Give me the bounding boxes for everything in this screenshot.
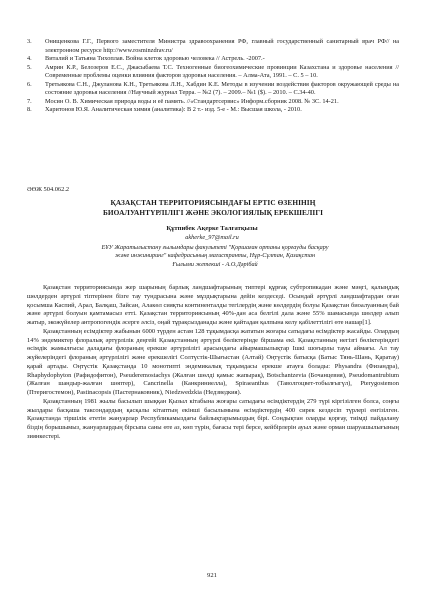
article-title: [48, 198, 378, 218]
reference-item: [27, 98, 399, 107]
reference-list: [27, 38, 399, 115]
author-name: Құтпибек Ақерке Талғатқызы: [166, 225, 258, 232]
reference-text: Виталий и Татьяна Тихоплав. Война клеток здоровью человека // Астрель. -2007.-: [45, 55, 265, 62]
body-paragraph: Қазақстанның 1981 жылы басылып шыққан Қызыл кітабына жоғары сатыдағы өсімдіктердің 279 түрі кіргізілген болса, соңғы жылдары басқаша таксондардың қасқалы кітаптың екінші басылымына өсімдіктердің 400 сирек кездесіп түрлері енгізілген. Қазақстанда тіршілік ететін жануарлар Республикамыздағы байлықтарымыздың бірі. Сондықтан оларды қорғау, тиімді пайдалану біздің борышымыз, жануарлардың бірсыпа саны өте аз, көп түрін, бағасы тері берсе, кейбірлерін ауыл және орман шаруашылығының зиянкестері.: [27, 397, 399, 440]
article-body: [27, 284, 399, 442]
reference-number: 8.: [27, 106, 32, 113]
reference-text: Третьякова С.Н., Джуланова К.Н., Третьякова Л.Н., Хабдин К.Е. Методы в изучении воздействия факторов окружающей среды на состояние здоровья населения //Научный журнал Терра. – №2 (7). – 2009.– №1 ($). – 2010. – С.34-40.: [45, 80, 399, 96]
reference-text: Амрин К.Р., Белозеров Е.С., Джасыбаева Т.С. Техногенные биогеохимические провинции Казахстана и здоровье населения // Современные проблемы оценки влияния факторов здоровья населения. – Алма-Ата, 1991. – С. 5 – 10.: [45, 63, 399, 79]
affiliation-line: Ғылыми жетекші - А.О.Дәрібай: [172, 260, 258, 268]
reference-number: 7.: [27, 97, 32, 105]
body-paragraph: Қазақстан территориясында жер шарының барлық ландшафтарының типтері құрғақ субтропикадан және мәңгі, қалыңдық шөлдерден әртүрлі тіптерінен бізге тау тундрасына және мұздықтарына дейін кездеседі. Осындай әртүрлі ландшафтардан оған қосымша Каспий, Арал, Балқаш, Зайсан, Алакөл сияқты континенталды тегілердің және көлдердің болуы Қазақстан биоалуанның бай және әртүрлі болуын қамтамасыз етті. Қазақстан территориясының 40%-дан аса белгілі дала және 55% шамасында шөлдер алып жатыр, экожүйелер антропогендік әсерге әлсіз, оңай тұрақсызданады және қайтадан қалпына келу қабілеттілігі өте нашар[1].: [27, 284, 399, 326]
affiliation-line: және инжиниринг" кафедрасының магистранты, Нұр-Сұлтан, Қазақстан: [114, 252, 316, 260]
reference-text: Мосин О. В. Химическая природа воды и её память. //«Стандартсервис» Информ.сборник 2008. № 3С. 14-21.: [45, 97, 339, 105]
reference-number: 3.: [27, 38, 32, 45]
author-email: akherke_97@mail.ru: [185, 234, 239, 241]
reference-item: [27, 55, 399, 64]
body-paragraph: Қазақстанның есімдіктер жабынын 6000 түрден астам 128 тұқымдасқа жататын жоғары сатыдағы өсімдіктер жасайды. Олардың 14% эндемиктер флоралық әртүрлілік деңгейі Қазақстанның әртүрлі бөліктерінде біршама екі. Қазақстанның негізгі бөліктеріндегі өсімдік жамылғысы даладағы флораның ерекше әртүрлілігі арасындағы айырмашылықтар Ішкі шоғырлы тауы аймағы. Ал тау жүйелеріндегі флораның әртүрлілігі және ерекшелігі Солтүстік-Шығыстан (Алтай) Оңтүстік батысқа (Батыс Тянь-Шань, Қаратау) қарай артады. Оңтүстік Қазақстанда 10 монотипті эндемикалық тұқымдасы ерекше атауға болады: Physandra (Физандра), Rhaphydophyton (Рафидофитон), Pseuderemostachys (Жалған шөлді қамыс жапырақ), Botschantzevia (Бочанцевия), Pseudomantrubium (Жалған шандыр-жалған шөптер), Cancrinella (Канкриниелла), Spiraeanthus (Таволгоцвет-тобылғыгүл), Pterygostemon (Птеригостемон), Pastinacopsis (Пастернаковник), Niedzwedzkia (Недзведкия).: [27, 327, 399, 396]
page-number: 921: [207, 572, 217, 579]
reference-number: 4.: [27, 55, 32, 62]
udc-code: ӘӨЖ 504.062.2: [27, 186, 70, 193]
reference-item: [27, 81, 399, 98]
title-line: ҚАЗАҚСТАН ТЕРРИТОРИЯСЫНДАҒЫ ЕРТІС ӨЗЕНІНІҢ: [110, 198, 316, 207]
reference-item: [27, 106, 399, 115]
reference-text: Онищенкова Г.Г., Первого заместителя Министра здравоохранения РФ, главный государственный санитарный врач РФ// на электронном ресурсе http://www.rosminzdrav.ru/: [45, 38, 399, 54]
affiliation-line: ЕҰУ Жаратылыстану ғылымдары факультеті "Қоршаған ортаны қорғауды басқару: [101, 244, 329, 251]
reference-text: Харитонов Ю.Я. Аналитическая химия (аналитика): В 2 т.- изд. 5-е - М.: Высшая школа, - 2010.: [45, 106, 302, 113]
reference-item: [27, 38, 399, 55]
reference-item: [27, 64, 399, 81]
reference-number: 5.: [27, 63, 32, 71]
author-affiliation: [40, 244, 390, 269]
reference-number: 6.: [27, 80, 32, 88]
title-line: БИОАЛУАНТҮРЛІЛІГІ ЖӘНЕ ЭКОЛОГИЯЛЫҚ ЕРЕКШЕЛІГІ: [102, 208, 324, 217]
